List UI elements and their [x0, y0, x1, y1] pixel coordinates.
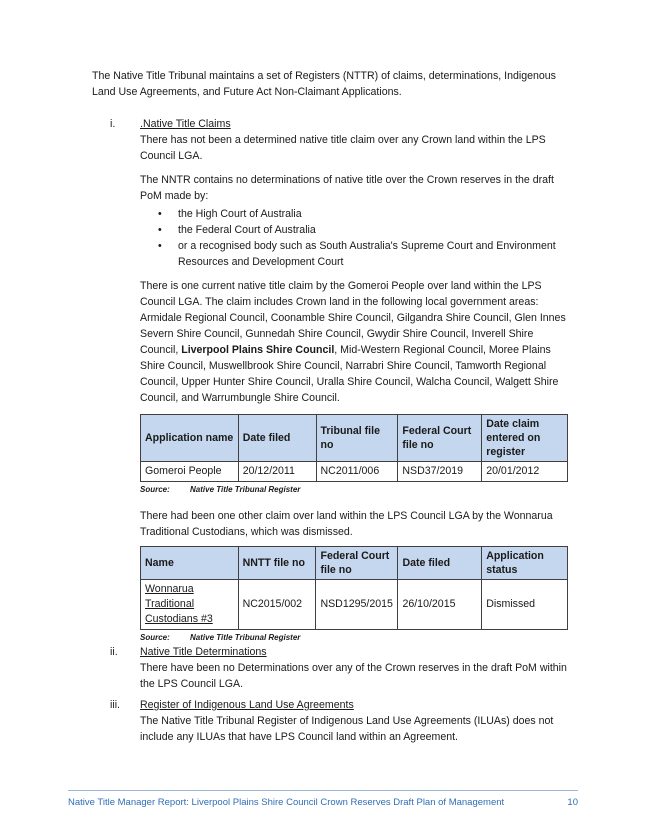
table-header-row	[141, 415, 568, 462]
bullet-icon: •	[158, 240, 162, 252]
table-source: Source: Native Title Tribunal Register	[140, 485, 301, 494]
table-source: Source: Native Title Tribunal Register	[140, 633, 301, 642]
table-cell: 20/12/2011	[238, 462, 316, 482]
paragraph: The Native Title Tribunal Register of Indigenous Land Use Agreements (ILUAs) does not include any ILUAs that have LPS Council land within an Agreement.	[140, 715, 554, 743]
table-header-row	[141, 547, 568, 580]
table-cell: NC2011/006	[316, 462, 398, 482]
table-cell: Dismissed	[482, 580, 568, 630]
table-cell: NC2015/002	[238, 580, 316, 630]
column-header: Application status	[482, 547, 568, 580]
section-number: i.	[110, 118, 116, 130]
bullet-icon: •	[158, 208, 162, 220]
intro-paragraph: The Native Title Tribunal maintains a set of Registers (NTTR) of claims, determinations, Indigenous Land Use Agreements, and Future Act Non-Claimant Applications.	[92, 70, 556, 98]
paragraph: There has not been a determined native title claim over any Crown land within the LPS Council LGA.	[140, 134, 546, 162]
section-heading: Register of Indigenous Land Use Agreements	[140, 699, 354, 711]
page-footer	[68, 790, 578, 808]
section-heading: Native Title Determinations	[140, 646, 267, 658]
paragraph-current-claim: There is one current native title claim by the Gomeroi People over land within the LPS Council LGA. The claim includes Crown land in the following local government areas: Armidale Regional Council, Coonamble Shire Council, Gilgandra Shire Council, Glen Innes Severn Shire Council, Gunnedah Shire Council, Gwydir Shire Council, Inverell Shire Council, Liverpool Plains Shire Council, Mid-Western Regional Council, Moree Plains Shire Council, Muswellbrook Shire Council, Narrabri Shire Council, Tamworth Regional Council, Upper Hunter Shire Council, Uralla Shire Council, Walcha Council, Walgett Shire Council, and Warrumbungle Shire Council.	[140, 280, 566, 404]
list-item: • the Federal Court of Australia	[158, 224, 316, 236]
table-cell: NSD37/2019	[398, 462, 482, 482]
table-cell: Gomeroi People	[141, 462, 239, 482]
section-native-title-determinations	[110, 644, 570, 692]
column-header: NNTT file no	[238, 547, 316, 580]
column-header: Application name	[141, 415, 239, 462]
section-number: iii.	[110, 699, 121, 711]
column-header: Federal Court file no	[316, 547, 398, 580]
column-header: Federal Court file no	[398, 415, 482, 462]
section-number: ii.	[110, 646, 118, 658]
bullet-list	[140, 206, 570, 270]
column-header: Date filed	[398, 547, 482, 580]
table-cell: 20/01/2012	[482, 462, 568, 482]
footer-title: Native Title Manager Report: Liverpool Plains Shire Council Crown Reserves Draft Plan of Management	[68, 797, 505, 808]
table-row	[141, 580, 568, 630]
paragraph: There had been one other claim over land within the LPS Council LGA by the Wonnarua Traditional Custodians, which was dismissed.	[140, 510, 553, 538]
section-heading: .Native Title Claims	[140, 118, 231, 130]
list-item: • the High Court of Australia	[158, 208, 302, 220]
page-number: 10	[567, 797, 578, 808]
paragraph: There have been no Determinations over any of the Crown reserves in the draft PoM within the LPS Council LGA.	[140, 662, 567, 690]
paragraph: The NNTR contains no determinations of native title over the Crown reserves in the draft PoM made by:	[140, 174, 554, 202]
table-cell-link[interactable]: Wonnarua Traditional Custodians #3	[141, 580, 239, 630]
column-header: Date filed	[238, 415, 316, 462]
dismissed-claims-table	[140, 546, 568, 630]
section-ilua-register	[110, 697, 570, 745]
bullet-icon: •	[158, 224, 162, 236]
section-native-title-claims	[110, 116, 570, 644]
column-header: Name	[141, 547, 239, 580]
table-cell: 26/10/2015	[398, 580, 482, 630]
table-cell: NSD1295/2015	[316, 580, 398, 630]
claims-table	[140, 414, 568, 482]
column-header: Date claim entered on register	[482, 415, 568, 462]
highlight-council: Liverpool Plains Shire Council	[181, 344, 335, 356]
table-row	[141, 462, 568, 482]
list-item: • or a recognised body such as South Australia's Supreme Court and Environment Resources and Development Court	[158, 240, 556, 268]
column-header: Tribunal file no	[316, 415, 398, 462]
